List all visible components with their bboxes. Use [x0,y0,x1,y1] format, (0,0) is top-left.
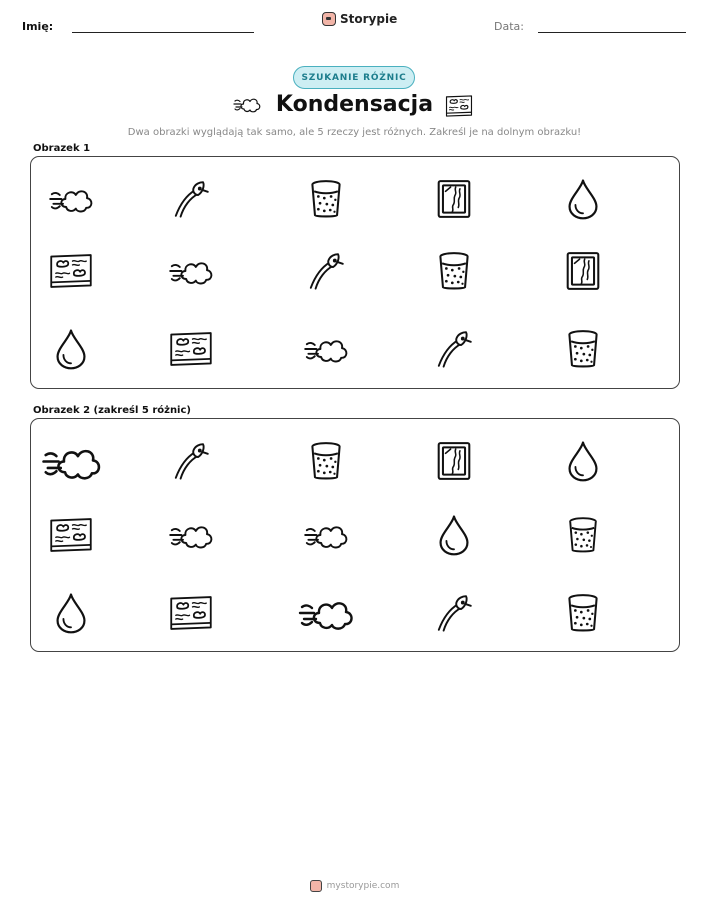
foggy-window-icon [437,178,471,220]
foggy-window-icon [566,250,600,292]
steam-puff-icon[interactable] [39,440,104,483]
water-drop-icon[interactable] [566,440,600,482]
steam-puff-icon[interactable] [302,519,350,551]
storypie-footer-icon [310,880,322,892]
date-line[interactable] [538,32,686,33]
water-drop-icon [54,328,88,370]
cloud-map-icon [168,330,214,368]
water-glass-icon [437,251,471,291]
water-drop-icon[interactable] [54,592,88,634]
steam-puff-icon [167,255,215,287]
picture-2-label: Obrazek 2 (zakreśl 5 różnic) [33,405,191,416]
steam-puff-icon [302,333,350,365]
water-glass-icon [309,179,343,219]
water-glass-icon[interactable] [567,516,599,554]
foggy-window-icon[interactable] [437,440,471,482]
cloud-map-icon[interactable] [48,516,94,554]
cloud-map-icon [444,94,474,122]
water-glass-icon [566,329,600,369]
name-line[interactable] [72,32,254,33]
storypie-logo-icon [322,12,336,26]
steam-puff-icon [47,183,95,215]
water-drop-icon [566,178,600,220]
comet-streak-icon [434,329,474,369]
comet-streak-icon[interactable] [171,441,211,481]
page-title: Kondensacja [275,92,434,117]
comet-streak-icon [171,179,211,219]
comet-streak-icon[interactable] [434,593,474,633]
activity-badge: SZUKANIE RÓŻNIC [293,66,415,89]
footer-site: mystorypie.com [326,881,400,891]
footer [0,880,709,892]
comet-streak-icon [306,251,346,291]
cloud-map-icon[interactable] [168,594,214,632]
steam-puff-icon[interactable] [296,593,356,633]
storypie-logo [322,12,397,26]
picture-1-label: Obrazek 1 [33,143,91,154]
instructions: Dwa obrazki wyglądają tak samo, ale 5 rzeczy jest różnych. Zakreśl je na dolnym obrazku! [127,127,582,138]
picture-2-panel[interactable] [30,418,680,652]
water-glass-icon[interactable] [566,593,600,633]
storypie-brand: Storypie [340,12,398,26]
name-label: Imię: [22,20,54,33]
water-drop-icon[interactable] [437,514,471,556]
cloud-map-icon [48,252,94,290]
date-label: Data: [494,20,524,33]
picture-1-panel [30,156,680,389]
water-glass-icon[interactable] [309,441,343,481]
steam-puff-icon[interactable] [167,519,215,551]
